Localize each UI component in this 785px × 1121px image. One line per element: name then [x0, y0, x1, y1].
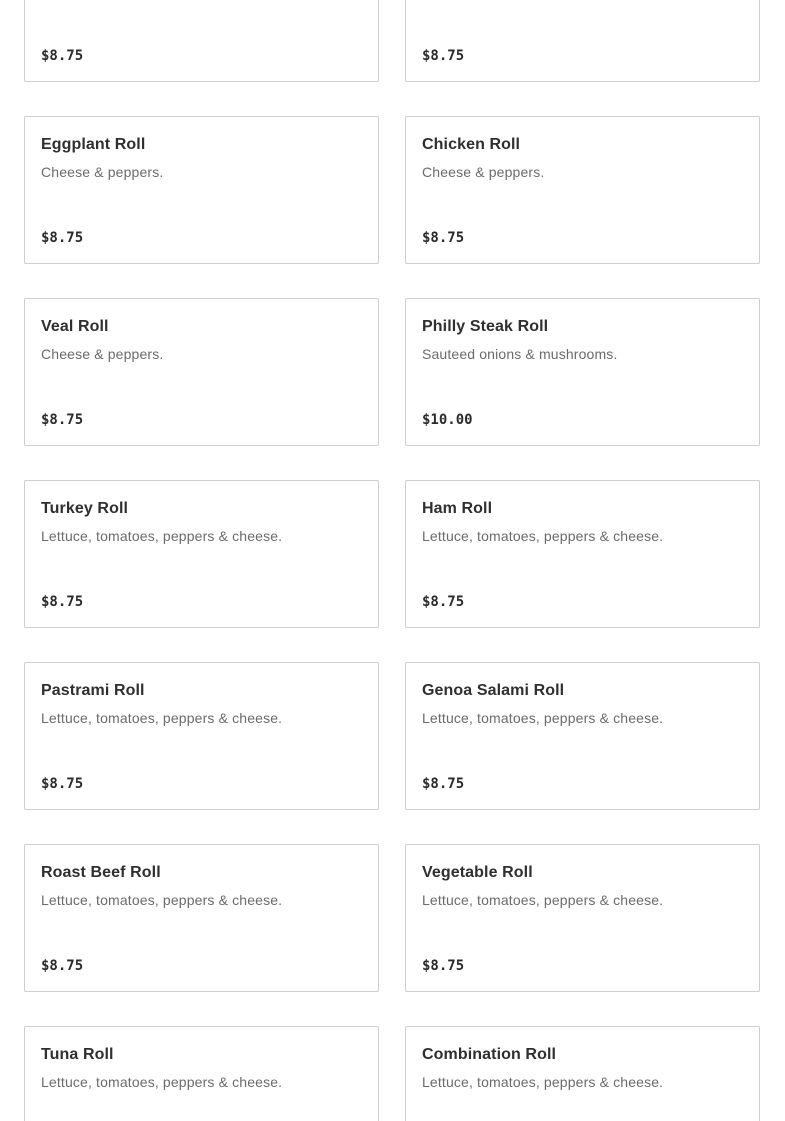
menu-item-description: Lettuce, tomatoes, peppers & cheese. — [41, 528, 283, 544]
menu-item-price: $8.75 — [422, 958, 465, 974]
menu-item-card[interactable] — [405, 844, 760, 992]
menu-item-card[interactable] — [405, 1026, 760, 1121]
menu-item-price: $8.75 — [41, 594, 84, 610]
menu-item-name: Vegetable Roll — [422, 864, 533, 881]
menu-item-name: Chicken Roll — [422, 136, 521, 153]
menu-item-price: $8.75 — [422, 594, 465, 610]
menu-item-card[interactable] — [405, 480, 760, 628]
menu-item-name: Tuna Roll — [41, 1046, 114, 1063]
menu-item-card[interactable] — [405, 662, 760, 810]
menu-item-name: Roast Beef Roll — [41, 864, 161, 881]
menu-item-card[interactable] — [24, 480, 379, 628]
menu-item-price: $8.75 — [41, 48, 84, 64]
menu-item-card[interactable] — [24, 116, 379, 264]
menu-item-price: $8.75 — [422, 230, 465, 246]
menu-item-description: Lettuce, tomatoes, peppers & cheese. — [41, 710, 283, 726]
menu-item-card[interactable] — [405, 116, 760, 264]
menu-item-price: $8.75 — [422, 776, 465, 792]
menu-item-price: $8.75 — [41, 412, 84, 428]
menu-item-card[interactable] — [24, 298, 379, 446]
menu-item-card[interactable] — [405, 298, 760, 446]
menu-item-name: Genoa Salami Roll — [422, 682, 565, 699]
menu-item-price: $8.75 — [422, 48, 465, 64]
menu-item-card[interactable] — [24, 0, 379, 82]
menu-item-name: Philly Steak Roll — [422, 318, 549, 335]
menu-item-name: Veal Roll — [41, 318, 109, 335]
menu-item-name: Turkey Roll — [41, 500, 129, 517]
menu-item-description: Cheese & peppers. — [422, 164, 545, 180]
menu-item-price: $8.75 — [41, 230, 84, 246]
menu-item-card[interactable] — [24, 1026, 379, 1121]
menu-item-description: Lettuce, tomatoes, peppers & cheese. — [41, 1074, 283, 1090]
menu-item-description: Lettuce, tomatoes, peppers & cheese. — [422, 528, 664, 544]
menu-item-name: Ham Roll — [422, 500, 493, 517]
menu-item-description: Cheese & peppers. — [41, 164, 164, 180]
menu-item-description: Lettuce, tomatoes, peppers & cheese. — [41, 892, 283, 908]
menu-item-name: Combination Roll — [422, 1046, 557, 1063]
menu-item-description: Sauteed onions & mushrooms. — [422, 346, 618, 362]
menu-item-price: $10.00 — [422, 412, 473, 428]
menu-item-name: Pastrami Roll — [41, 682, 145, 699]
menu-item-card[interactable] — [24, 662, 379, 810]
menu-item-card[interactable] — [405, 0, 760, 82]
menu-item-price: $8.75 — [41, 776, 84, 792]
menu-item-price: $8.75 — [41, 958, 84, 974]
menu-item-description: Lettuce, tomatoes, peppers & cheese. — [422, 892, 664, 908]
menu-item-name: Eggplant Roll — [41, 136, 146, 153]
menu-item-description: Cheese & peppers. — [41, 346, 164, 362]
menu-item-card[interactable] — [24, 844, 379, 992]
menu-item-description: Lettuce, tomatoes, peppers & cheese. — [422, 1074, 664, 1090]
menu-item-description: Lettuce, tomatoes, peppers & cheese. — [422, 710, 664, 726]
